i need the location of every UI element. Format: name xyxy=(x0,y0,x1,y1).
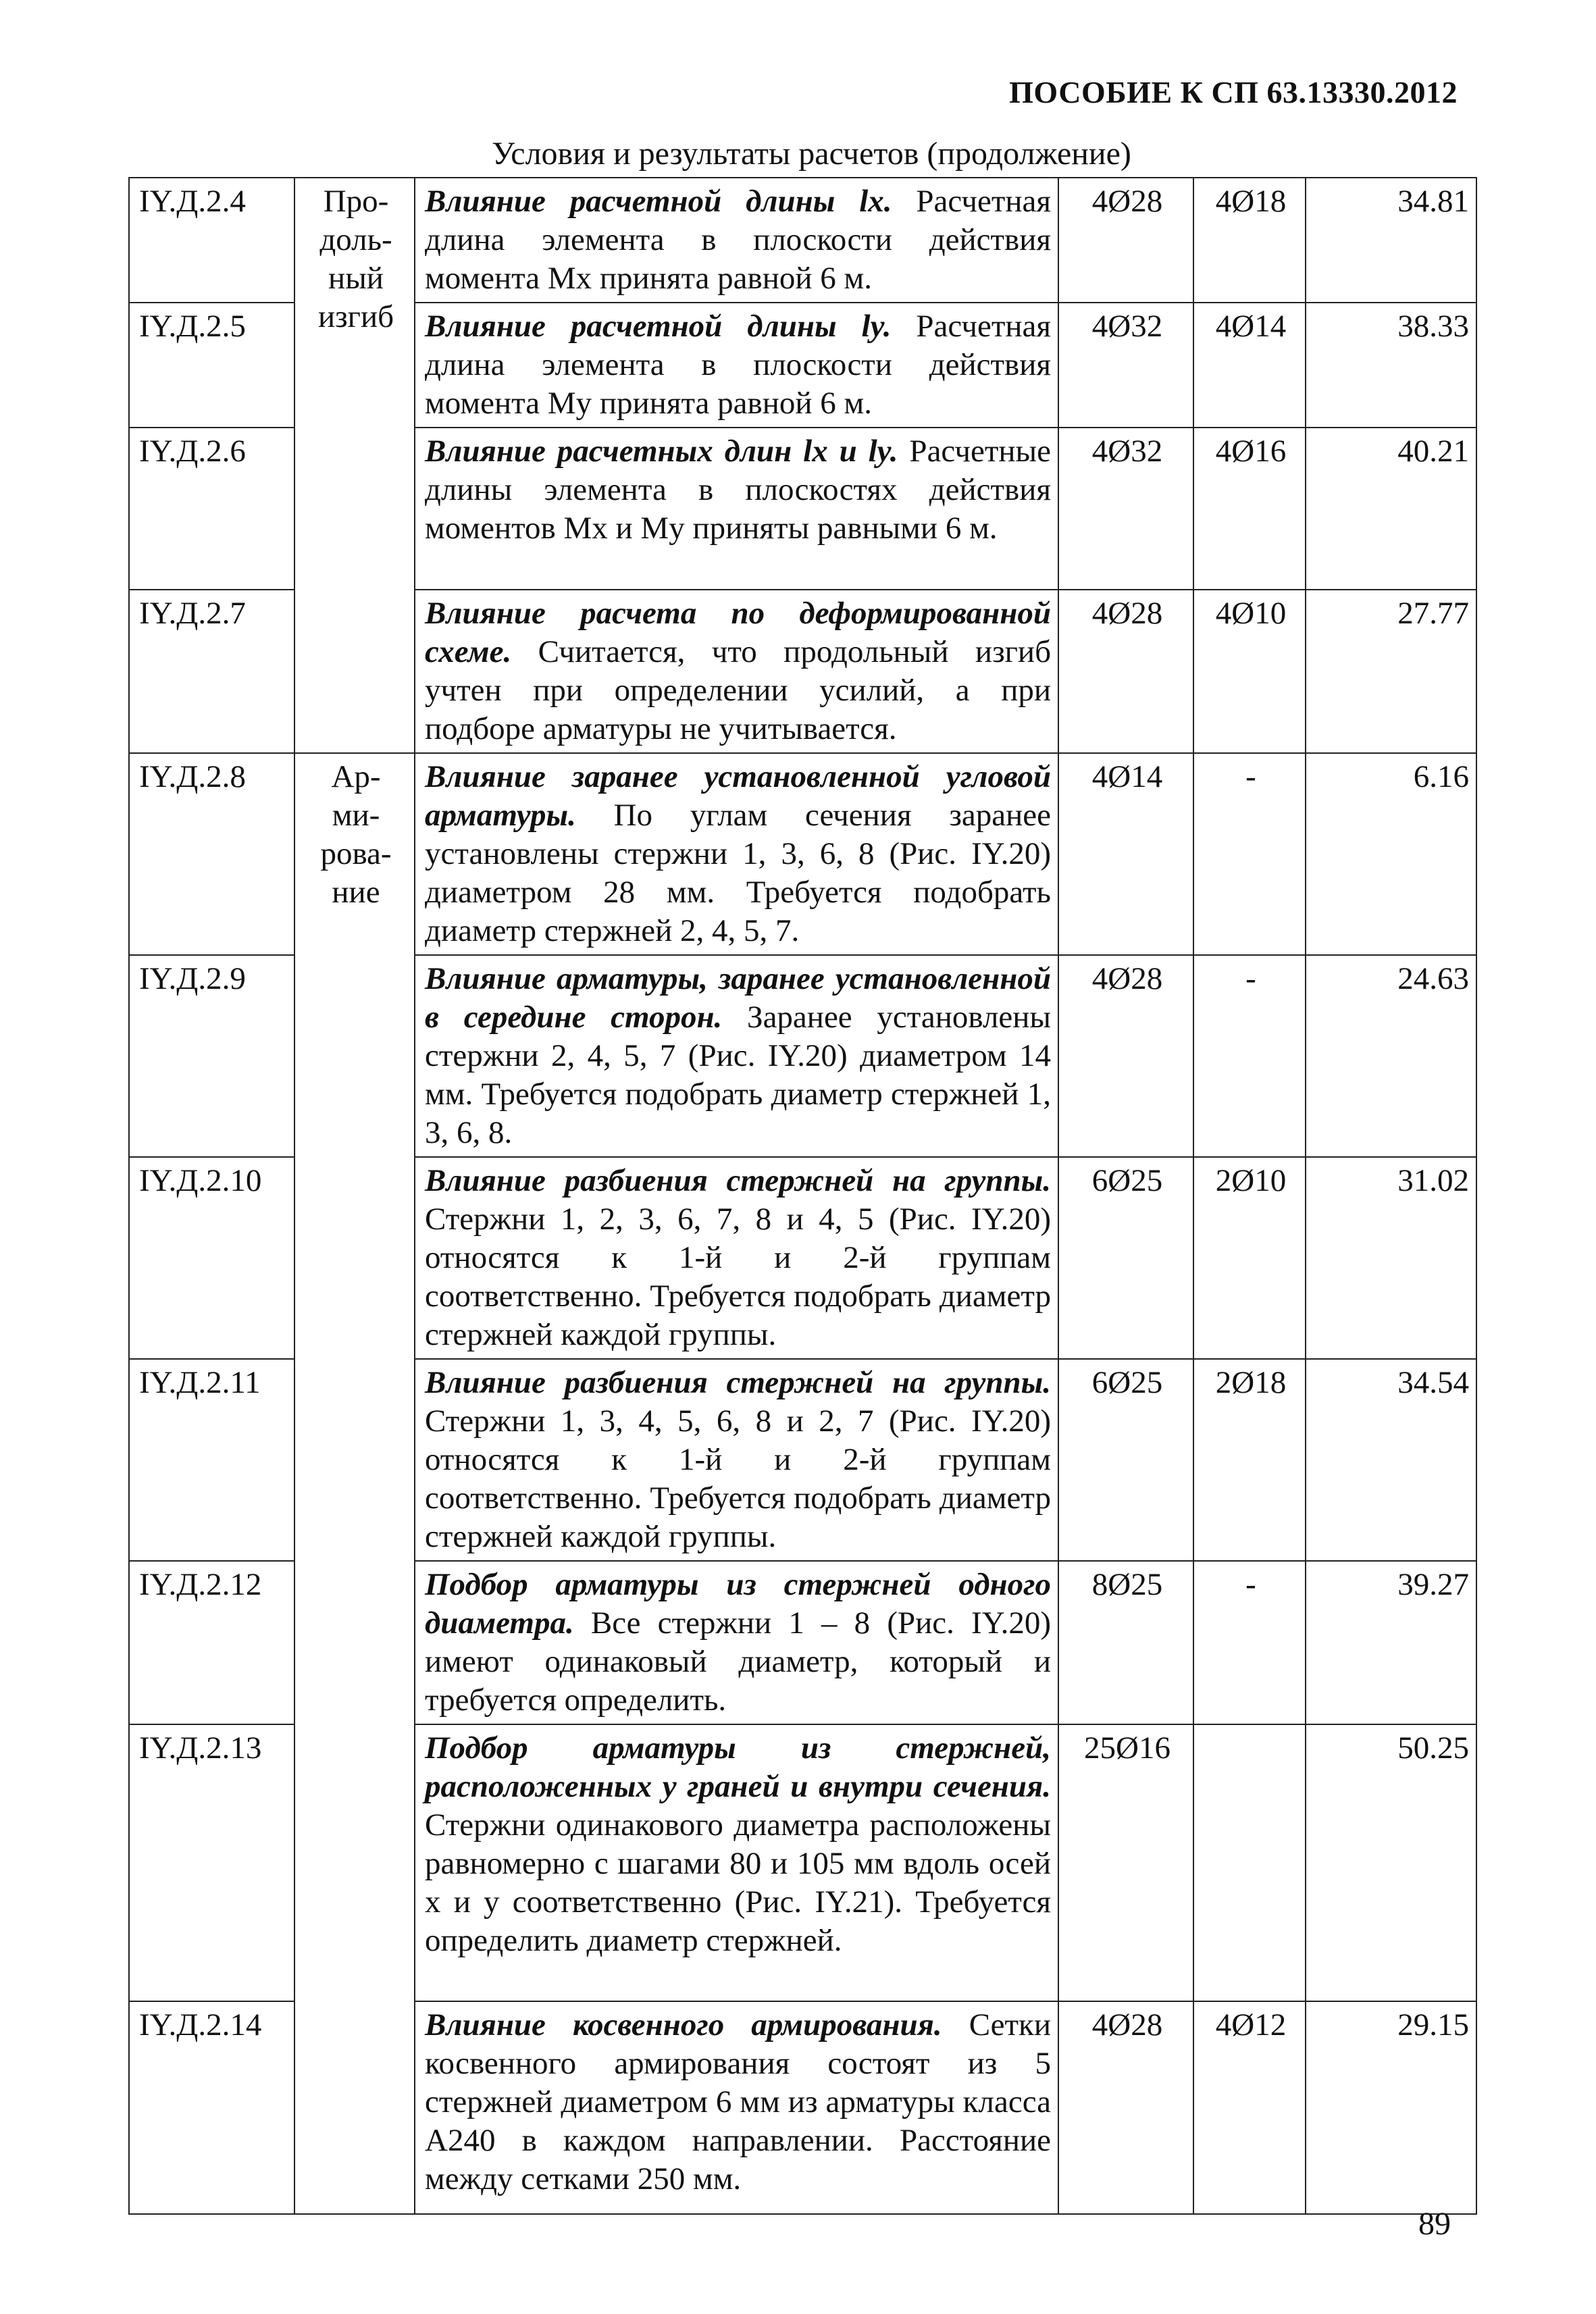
table-caption: Условия и результаты расчетов (продолжение) xyxy=(492,136,1131,172)
group-reinforcement: Ар- ми- рова- ние xyxy=(294,753,415,2214)
table-row xyxy=(129,178,1476,303)
row-text: По углам сечения заранее установлены стержни 1, 3, 6, 8 (Рис. IY.20) диаметром 28 мм. Требуется подобрать диаметр стержней 2, 4, 5, 7. xyxy=(425,798,1051,948)
row-description xyxy=(415,303,1058,428)
results-table-body xyxy=(129,178,1476,2214)
row-text: Стержни 1, 2, 3, 6, 7, 8 и 4, 5 (Рис. IY.20) относятся к 1-й и 2-й группам соответственно. Требуется подобрать диаметр стержней каждой группы. xyxy=(425,1202,1051,1352)
row-code: IY.Д.2.11 xyxy=(129,1359,294,1561)
row-lead: Влияние расчетной длины lx. xyxy=(425,184,892,219)
row-code: IY.Д.2.13 xyxy=(129,1724,294,2001)
row-text: Расчетная длина элемента в плоскости действия момента My принята равной 6 м. xyxy=(425,309,1052,421)
row-description xyxy=(415,1561,1058,1724)
reinforcement-main: 4Ø28 xyxy=(1058,590,1193,753)
reinforcement-secondary: 4Ø10 xyxy=(1193,590,1306,753)
row-code: IY.Д.2.4 xyxy=(129,178,294,303)
row-description xyxy=(415,1157,1058,1359)
reinforcement-secondary: 2Ø18 xyxy=(1193,1359,1306,1561)
row-code: IY.Д.2.5 xyxy=(129,303,294,428)
row-description xyxy=(415,753,1058,955)
result-value: 27.77 xyxy=(1306,590,1476,753)
row-lead: Подбор арматуры из стержней одного диаметра. xyxy=(425,1567,1051,1641)
result-value: 38.33 xyxy=(1306,303,1476,428)
row-lead: Влияние разбиения стержней на группы. xyxy=(425,1365,1051,1400)
result-value: 31.02 xyxy=(1306,1157,1476,1359)
result-value: 34.81 xyxy=(1306,178,1476,303)
row-description xyxy=(415,590,1058,753)
row-lead: Влияние косвенного армирования. xyxy=(425,2007,942,2042)
results-table xyxy=(128,177,1477,2215)
reinforcement-main: 4Ø32 xyxy=(1058,303,1193,428)
result-value: 24.63 xyxy=(1306,955,1476,1157)
row-code: IY.Д.2.14 xyxy=(129,2001,294,2214)
group-buckling: Про- доль- ный изгиб xyxy=(294,178,415,753)
result-value: 29.15 xyxy=(1306,2001,1476,2214)
row-code: IY.Д.2.10 xyxy=(129,1157,294,1359)
reinforcement-main: 25Ø16 xyxy=(1058,1724,1193,2001)
reinforcement-main: 4Ø28 xyxy=(1058,178,1193,303)
result-value: 40.21 xyxy=(1306,428,1476,590)
result-value: 39.27 xyxy=(1306,1561,1476,1724)
row-description xyxy=(415,428,1058,590)
row-lead: Влияние разбиения стержней на группы. xyxy=(425,1163,1051,1198)
row-lead: Влияние расчета по деформированной схеме. xyxy=(425,596,1051,669)
row-code: IY.Д.2.12 xyxy=(129,1561,294,1724)
reinforcement-main: 4Ø28 xyxy=(1058,2001,1193,2214)
row-text: Считается, что продольный изгиб учтен при определении усилий, а при подборе арматуры не учитывается. xyxy=(425,634,1051,746)
result-value: 6.16 xyxy=(1306,753,1476,955)
row-text: Заранее установлены стержни 2, 4, 5, 7 (Рис. IY.20) диаметром 14 мм. Требуется подобрать диаметр стержней 1, 3, 6, 8. xyxy=(425,1000,1051,1150)
reinforcement-secondary: - xyxy=(1193,753,1306,955)
row-text: Стержни одинакового диаметра расположены равномерно с шагами 80 и 105 мм вдоль осей x и y соответственно (Рис. IY.21). Требуется определить диаметр стержней. xyxy=(425,1807,1051,1958)
reinforcement-secondary xyxy=(1193,1724,1306,2001)
row-code: IY.Д.2.6 xyxy=(129,428,294,590)
reinforcement-main: 6Ø25 xyxy=(1058,1157,1193,1359)
row-lead: Влияние расчетной длины ly. xyxy=(425,309,892,344)
row-description xyxy=(415,178,1058,303)
reinforcement-main: 6Ø25 xyxy=(1058,1359,1193,1561)
reinforcement-secondary: - xyxy=(1193,955,1306,1157)
row-description xyxy=(415,2001,1058,2214)
reinforcement-secondary: 4Ø18 xyxy=(1193,178,1306,303)
row-lead: Влияние расчетных длин lx и ly. xyxy=(425,434,898,469)
result-value: 50.25 xyxy=(1306,1724,1476,2001)
row-lead: Влияние заранее установленной угловой арматуры. xyxy=(425,759,1051,833)
reinforcement-main: 4Ø28 xyxy=(1058,955,1193,1157)
row-lead: Подбор арматуры из стержней, расположенных у граней и внутри сечения. xyxy=(425,1730,1051,1804)
row-text: Расчетные длины элемента в плоскостях действия моментов Mx и My приняты равными 6 м. xyxy=(425,434,1051,546)
reinforcement-secondary: 4Ø14 xyxy=(1193,303,1306,428)
reinforcement-secondary: 4Ø16 xyxy=(1193,428,1306,590)
row-description xyxy=(415,1359,1058,1561)
reinforcement-main: 8Ø25 xyxy=(1058,1561,1193,1724)
row-code: IY.Д.2.8 xyxy=(129,753,294,955)
page-header: ПОСОБИЕ К СП 63.13330.2012 xyxy=(1009,75,1458,109)
row-text: Расчетная длина элемента в плоскости действия момента Mx принята равной 6 м. xyxy=(425,184,1051,296)
reinforcement-main: 4Ø32 xyxy=(1058,428,1193,590)
row-lead: Влияние арматуры, заранее установленной в середине сторон. xyxy=(425,961,1051,1035)
page-number: 89 xyxy=(1418,2206,1451,2242)
table-row xyxy=(129,753,1476,955)
result-value: 34.54 xyxy=(1306,1359,1476,1561)
reinforcement-secondary: - xyxy=(1193,1561,1306,1724)
row-code: IY.Д.2.9 xyxy=(129,955,294,1157)
reinforcement-secondary: 4Ø12 xyxy=(1193,2001,1306,2214)
row-text: Все стержни 1 – 8 (Рис. IY.20) имеют одинаковый диаметр, который и требуется определить. xyxy=(425,1605,1051,1718)
row-text: Стержни 1, 3, 4, 5, 6, 8 и 2, 7 (Рис. IY.20) относятся к 1-й и 2-й группам соответственно. Требуется подобрать диаметр стержней каждой группы. xyxy=(425,1404,1051,1554)
row-text: Сетки косвенного армирования состоят из 5 стержней диаметром 6 мм из арматуры класса A240 в каждом направлении. Расстояние между сетками 250 мм. xyxy=(425,2007,1051,2196)
row-description xyxy=(415,955,1058,1157)
row-description xyxy=(415,1724,1058,2001)
reinforcement-main: 4Ø14 xyxy=(1058,753,1193,955)
row-code: IY.Д.2.7 xyxy=(129,590,294,753)
reinforcement-secondary: 2Ø10 xyxy=(1193,1157,1306,1359)
